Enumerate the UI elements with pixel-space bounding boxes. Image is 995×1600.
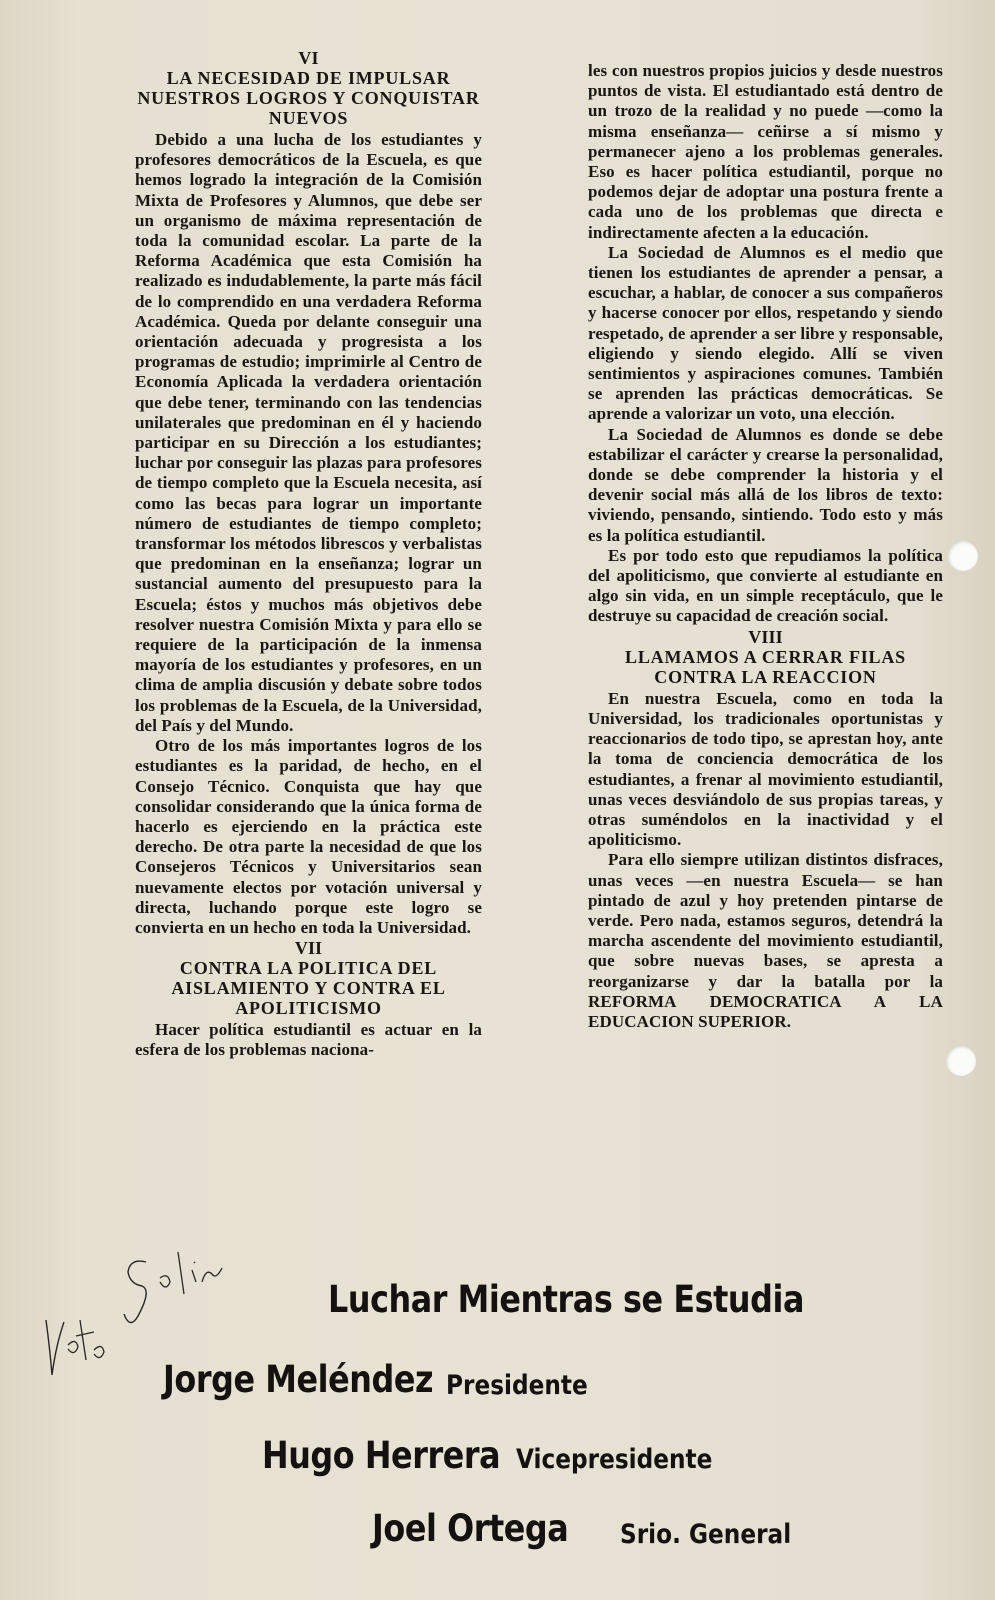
signatory-role-president: Presidente [446, 1370, 588, 1401]
section-7-paragraph-1-continued: les con nuestros propios juicios y desde nuestros puntos de vista. El estudiantado está dentro de un trozo de la realidad y no puede —como la misma enseñanza— ceñirse a sí mismo y permanecer ajeno a los problemas generales. Eso es hacer política estudiantil, porque no podemos dejar de adoptar una postura frente a cada uno de los problemas que directa e indirectamente afecten a la educación. [588, 61, 943, 242]
motto: Luchar Mientras se Estudia [328, 1278, 805, 1321]
section-6-paragraph-2: Otro de los más importantes logros de los estudiantes es la paridad, de hecho, en el Consejo Técnico. Conquista que hay que consolidar considerando que la única forma de hacerlo es ejerciendo en la práctica este derecho. De otra parte la necesidad de que los Consejeros Técnicos y Universitarios sean nuevamente electos por votación universal y directa, luchando porque este logro se convierta en un hecho en toda la Universidad. [135, 736, 482, 937]
section-7-paragraph-4: Es por todo esto que repudiamos la política del apoliticismo, que convierte al estudiante en algo sin vida, en un simple receptáculo, que le destruye su capacidad de creación social. [588, 545, 943, 626]
signatory-role-secretary: Srio. General [620, 1519, 792, 1550]
section-8-paragraph-1: En nuestra Escuela, como en toda la Universidad, los tradicionales oportunistas y reaccionarios de todo tipo, se aprestan hoy, ante la toma de conciencia democrática de los estudiantes, a frenar al movimiento estudiantil, unas veces desviándolo de sus propias tareas, y otras suméndolos en la inactividad y el apoliticismo. [588, 688, 943, 850]
signatory-name-vicepresident: Hugo Herrera [262, 1434, 501, 1477]
section-6-title: LA NECESIDAD DE IMPULSAR NUESTROS LOGROS Y CONQUISTAR NUEVOS [137, 68, 480, 128]
section-6-number: VI [298, 48, 319, 68]
signatory-name-secretary: Joel Ortega [372, 1507, 569, 1550]
signatory-name-president: Jorge Meléndez [163, 1358, 434, 1401]
section-7-number: VII [294, 938, 323, 959]
section-8-number: VIII [748, 626, 783, 647]
section-7-title: CONTRA LA POLITICA DEL AISLAMIENTO Y CONTRA EL APOLITICISMO [171, 958, 446, 1019]
signatory-role-vicepresident: Vicepresidente [516, 1444, 713, 1475]
section-7-paragraph-2: La Sociedad de Alumnos es el medio que tienen los estudiantes de aprender a pensar, a escuchar, a hablar, de conocer a sus compañeros y hacerse conocer por ellos, respetando y siendo respetado, de aprender a ser libre y responsable, eligiendo y siendo elegido. Allí se viven sentimientos y aspiraciones comunes. También se aprenden las prácticas democráticas. Se aprende a valorizar un voto, una elección. [588, 242, 943, 424]
section-7-paragraph-1: Hacer política estudiantil es actuar en la esfera de los problemas naciona- [135, 1020, 482, 1060]
section-7-paragraph-3: La Sociedad de Alumnos es donde se debe estabilizar el carácter y crearse la personalidad, donde se debe comprender la historia y el devenir social más allá de los libros de texto: viviendo, pensando, sintiendo. Todo esto y más es la política estudiantil. [588, 424, 943, 545]
section-8-paragraph-2: Para ello siempre utilizan distintos disfraces, unas veces —en nuestra Escuela— se han pintado de azul y hoy pretenden pintarse de verde. Pero nada, estamos seguros, detendrá la marcha ascendente del movimiento estudiantil, que sobre nuevas bases, se apresta a reorganizarse y dar la batalla por la REFORMA DEMOCRATICA A LA EDUCACION SUPERIOR. [588, 850, 943, 1031]
section-8-title: LLAMAMOS A CERRAR FILAS CONTRA LA REACCION [625, 646, 906, 687]
section-6-paragraph-1: Debido a una lucha de los estudiantes y profesores democráticos de la Escuela, es que hemos logrado la integración de la Comisión Mixta de Profesores y Alumnos, que debe ser un organismo de máxima representación de toda la comunidad escolar. La parte de la Reforma Académica que esta Comisión ha realizado es indudablemente, la parte más fácil de lo comprendido en una verdadera Reforma Académica. Queda por delante conseguir una orientación adecuada y progresista a los programas de estudio; imprimirle al Centro de Economía Aplicada la verdadera orientación que debe tener, terminando con las tendencias unilaterales que predominan en él y haciendo participar en su Dirección a los estudiantes; luchar por conseguir las plazas para profesores de tiempo completo que la Escuela necesita, así como las becas para lograr un importante número de estudiantes de tiempo completo; transformar los métodos librescos y verbalistas que predominan en la enseñanza; lograr un sustancial aumento del presupuesto para la Escuela; éstos y muchos más objetivos debe resolver nuestra Comisión Mixta y para ello se requiere de la participación de la inmensa mayoría de los estudiantes y profesores, en un clima de amplia discusión y debate sobre todos los problemas de la Escuela, de la Universidad, del País y del Mundo. [135, 130, 482, 735]
